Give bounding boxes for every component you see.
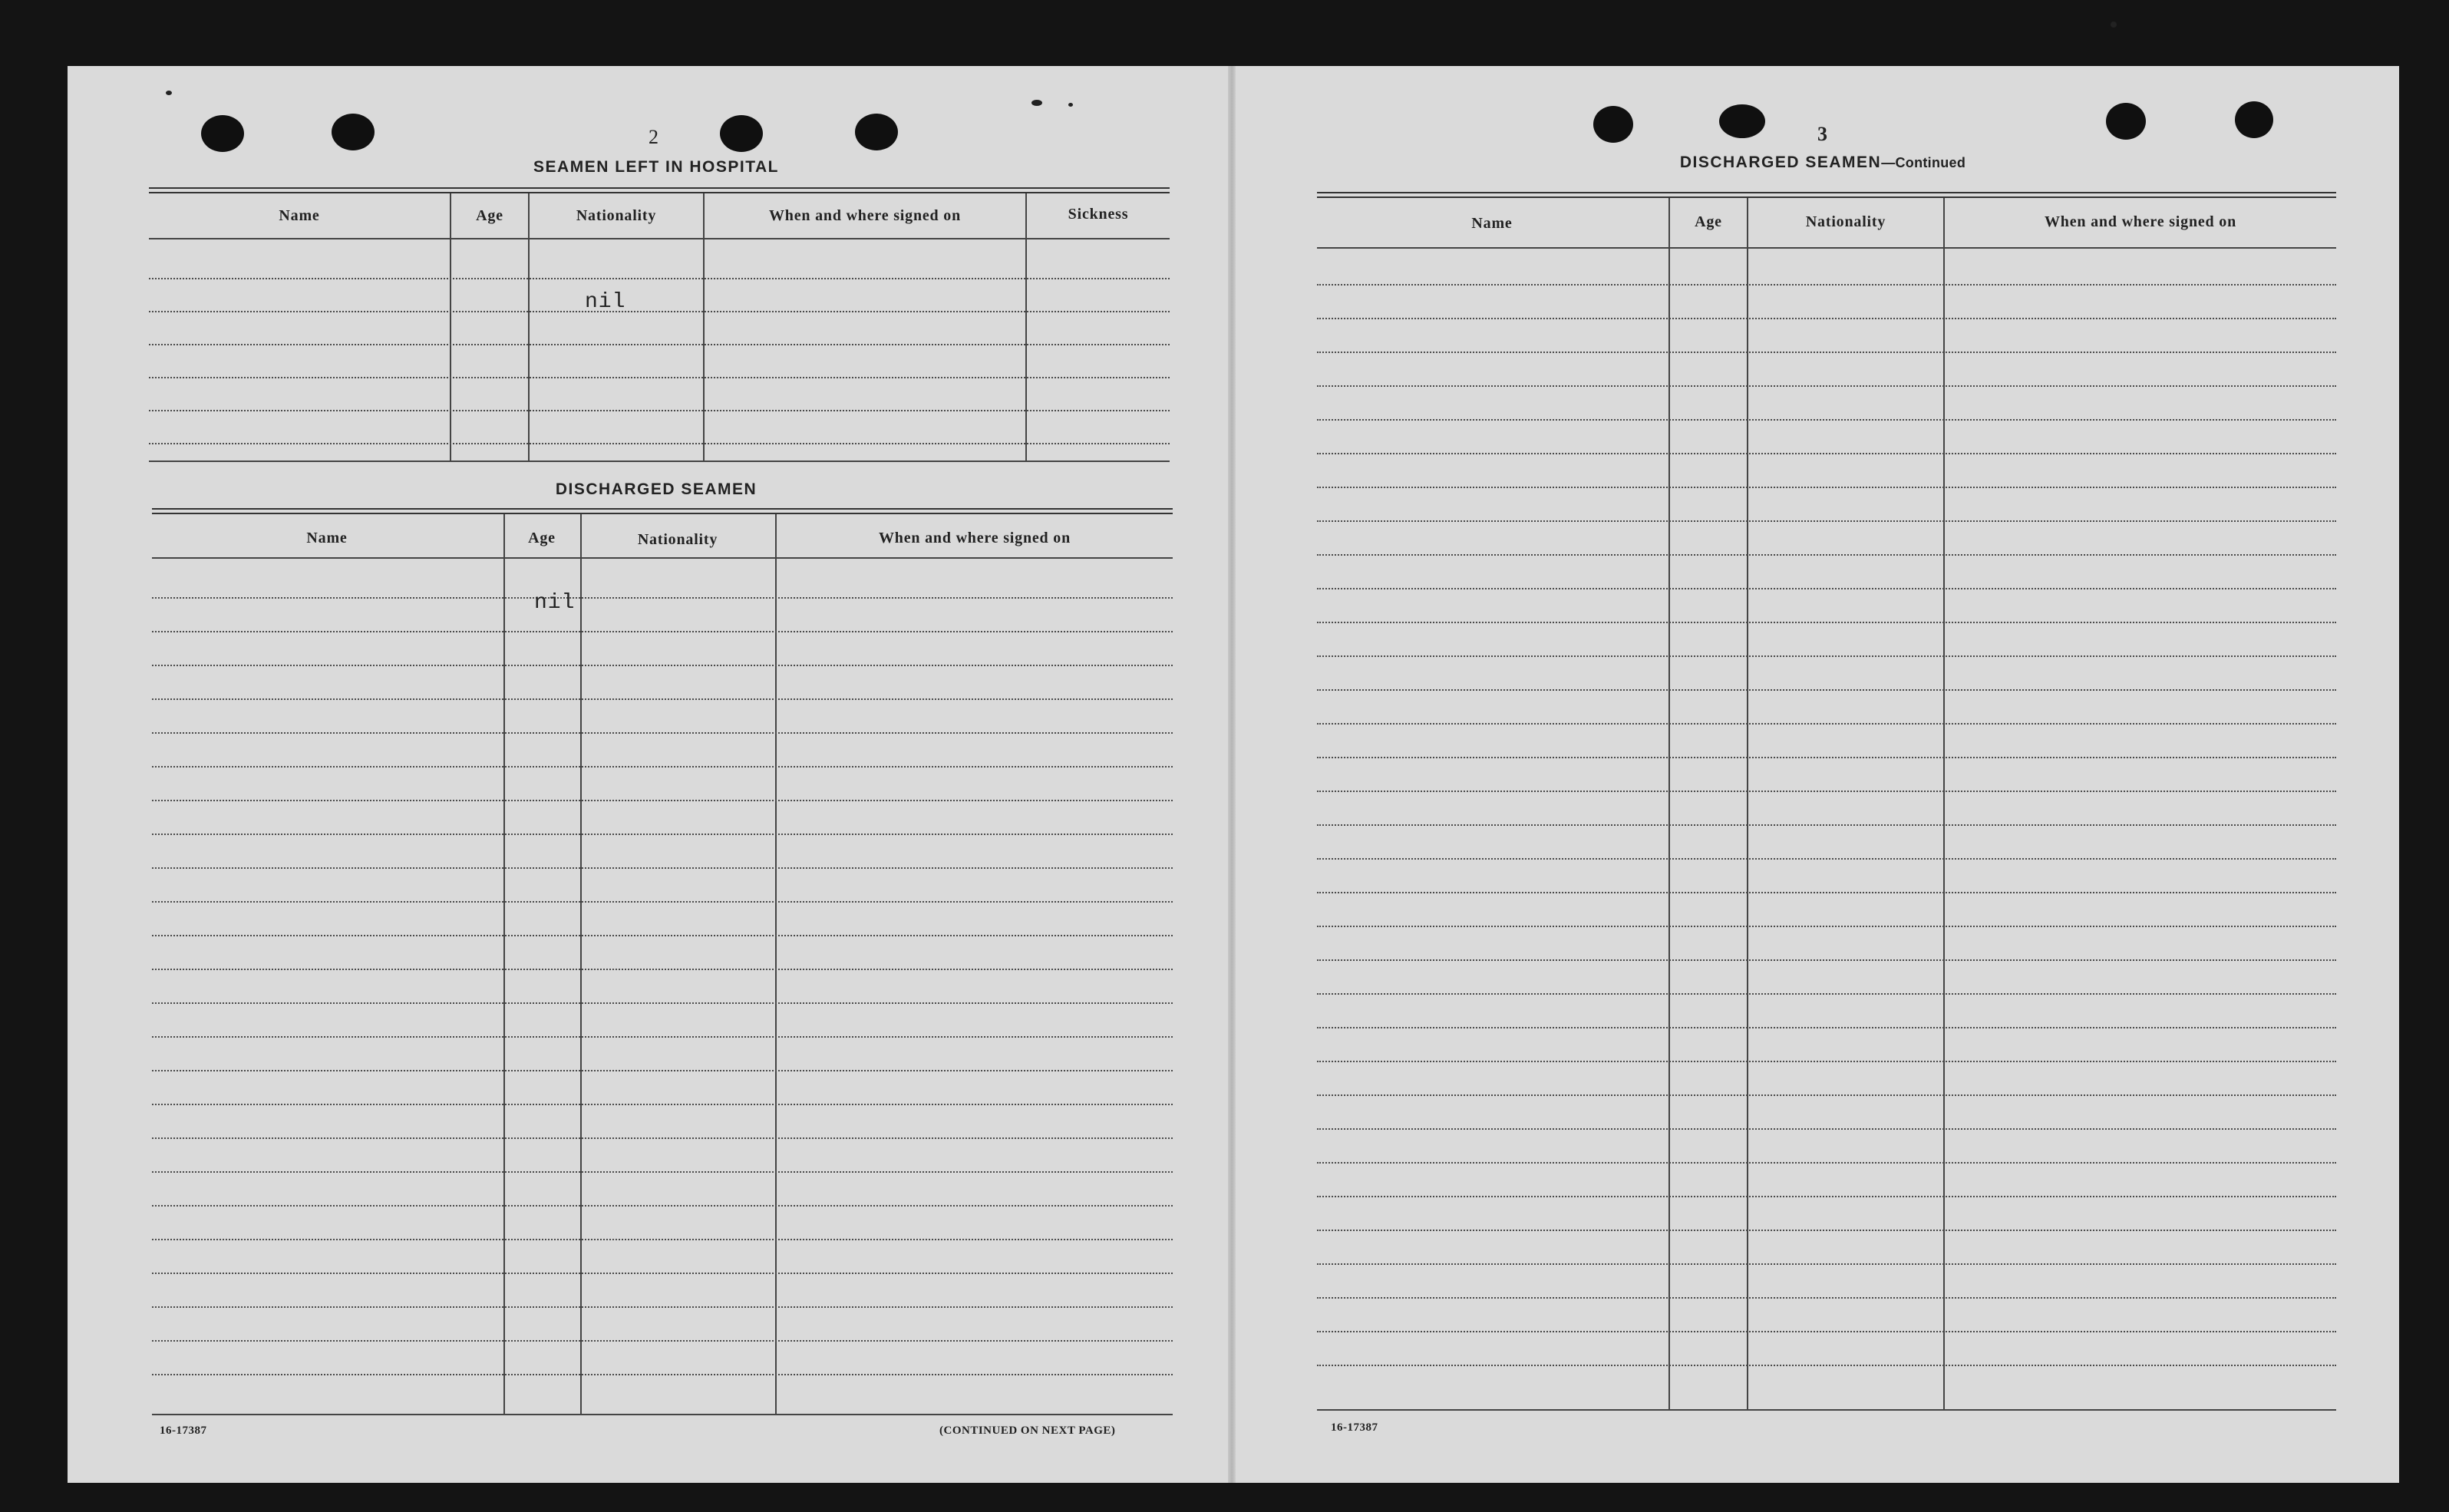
form-number-left: 16-17387 (160, 1425, 207, 1437)
table-row (152, 867, 1173, 869)
col-header-nationality: Nationality (576, 207, 657, 224)
table-row (1317, 318, 2336, 319)
table-row (152, 1104, 1173, 1105)
table-bottom-rule (152, 1414, 1173, 1415)
right-title-main: DISCHARGED SEAMEN (1679, 154, 1882, 171)
column-divider (1747, 198, 1748, 1409)
hospital-table-title: SEAMEN LEFT IN HOSPITAL (533, 158, 779, 176)
table-row (1317, 1128, 2336, 1130)
table-bottom-rule (1317, 1409, 2336, 1411)
table-row (152, 1036, 1173, 1038)
header-divider (149, 238, 1170, 239)
discharged-table (152, 508, 1173, 1420)
table-row (1317, 655, 2336, 657)
col-header-name: Name (1471, 215, 1513, 232)
table-row (149, 278, 1170, 279)
table-row (1317, 993, 2336, 995)
table-row (1317, 959, 2336, 961)
discharged-continued-table (1317, 192, 2336, 1420)
table-row (152, 1239, 1173, 1240)
table-row (152, 1273, 1173, 1274)
table-row (1317, 1027, 2336, 1028)
table-row (1317, 385, 2336, 387)
table-row (152, 766, 1173, 768)
punch-hole (720, 115, 763, 152)
discharged-nil-entry: nil (534, 591, 576, 615)
table-row (1317, 824, 2336, 826)
col-header-name: Name (279, 207, 320, 224)
header-divider (1317, 247, 2336, 249)
col-header-signed-on: When and where signed on (879, 530, 1071, 546)
ink-speck (1068, 103, 1073, 107)
table-row (1317, 1331, 2336, 1332)
table-row (1317, 520, 2336, 522)
table-bottom-rule (149, 461, 1170, 462)
form-number-right: 16-17387 (1331, 1421, 1378, 1434)
table-row (1317, 352, 2336, 353)
table-row (149, 377, 1170, 378)
col-header-nationality: Nationality (1805, 213, 1886, 230)
column-divider (450, 193, 451, 461)
table-row (152, 1002, 1173, 1004)
col-header-signed-on: When and where signed on (769, 207, 961, 224)
table-row (152, 665, 1173, 666)
table-row (1317, 453, 2336, 454)
table-row (152, 732, 1173, 734)
table-row (152, 935, 1173, 936)
table-row (149, 410, 1170, 411)
col-header-age: Age (476, 207, 503, 224)
table-row (1317, 554, 2336, 556)
table-row (1317, 1365, 2336, 1366)
table-row (149, 311, 1170, 312)
page-fold (1228, 66, 1236, 1483)
column-divider (580, 514, 582, 1414)
col-header-age: Age (1695, 213, 1722, 230)
ink-speck (2111, 21, 2117, 28)
table-row (1317, 757, 2336, 758)
table-row (1317, 487, 2336, 488)
table-row (152, 1171, 1173, 1173)
punch-hole (1719, 104, 1765, 138)
punch-hole (201, 115, 244, 152)
column-divider (1668, 198, 1670, 1409)
table-row (152, 1137, 1173, 1139)
table-row (152, 901, 1173, 903)
ink-speck (166, 91, 172, 95)
table-row (1317, 588, 2336, 589)
hospital-nil-entry: nil (585, 290, 626, 314)
page-number-right: 3 (1817, 123, 1827, 145)
table-row (1317, 1297, 2336, 1299)
header-divider (152, 557, 1173, 559)
table-row (1317, 689, 2336, 691)
continued-note: (CONTINUED ON NEXT PAGE) (939, 1425, 1116, 1437)
table-row (149, 443, 1170, 444)
table-row (152, 834, 1173, 835)
table-row (152, 698, 1173, 700)
col-header-age: Age (528, 530, 556, 546)
col-header-nationality: Nationality (637, 531, 718, 548)
table-row (152, 1374, 1173, 1375)
table-row (1317, 1263, 2336, 1265)
column-divider (1025, 193, 1027, 461)
col-header-signed-on: When and where signed on (2045, 213, 2236, 230)
table-row (152, 631, 1173, 632)
table-row (1317, 723, 2336, 725)
table-row (1317, 1196, 2336, 1197)
punch-hole (855, 114, 898, 150)
column-divider (528, 193, 530, 461)
table-row (1317, 791, 2336, 792)
table-row (1317, 892, 2336, 893)
punch-hole (2106, 103, 2146, 140)
column-divider (775, 514, 777, 1414)
table-row (152, 1205, 1173, 1207)
page-number-left: 2 (649, 126, 658, 148)
punch-hole (2235, 101, 2273, 138)
ink-speck (1031, 100, 1042, 106)
col-header-sickness: Sickness (1068, 206, 1129, 223)
table-row (1317, 284, 2336, 286)
right-title-suffix: —Continued (1881, 155, 1966, 170)
table-row (1317, 1230, 2336, 1231)
column-divider (503, 514, 505, 1414)
punch-hole (1593, 106, 1633, 143)
right-table-title (1650, 154, 1995, 172)
table-row (1317, 1061, 2336, 1062)
table-row (1317, 926, 2336, 927)
table-row (152, 1306, 1173, 1308)
table-row (1317, 1162, 2336, 1164)
table-row (152, 597, 1173, 599)
table-row (152, 800, 1173, 801)
table-row (1317, 1094, 2336, 1096)
table-row (152, 969, 1173, 970)
col-header-name: Name (306, 530, 348, 546)
table-row (1317, 419, 2336, 421)
table-row (152, 1340, 1173, 1342)
column-divider (703, 193, 705, 461)
hospital-table (149, 187, 1170, 464)
column-divider (1943, 198, 1945, 1409)
table-row (1317, 622, 2336, 623)
table-row (152, 1070, 1173, 1071)
punch-hole (332, 114, 375, 150)
discharged-table-title: DISCHARGED SEAMEN (555, 480, 757, 498)
table-row (149, 344, 1170, 345)
table-row (1317, 858, 2336, 860)
